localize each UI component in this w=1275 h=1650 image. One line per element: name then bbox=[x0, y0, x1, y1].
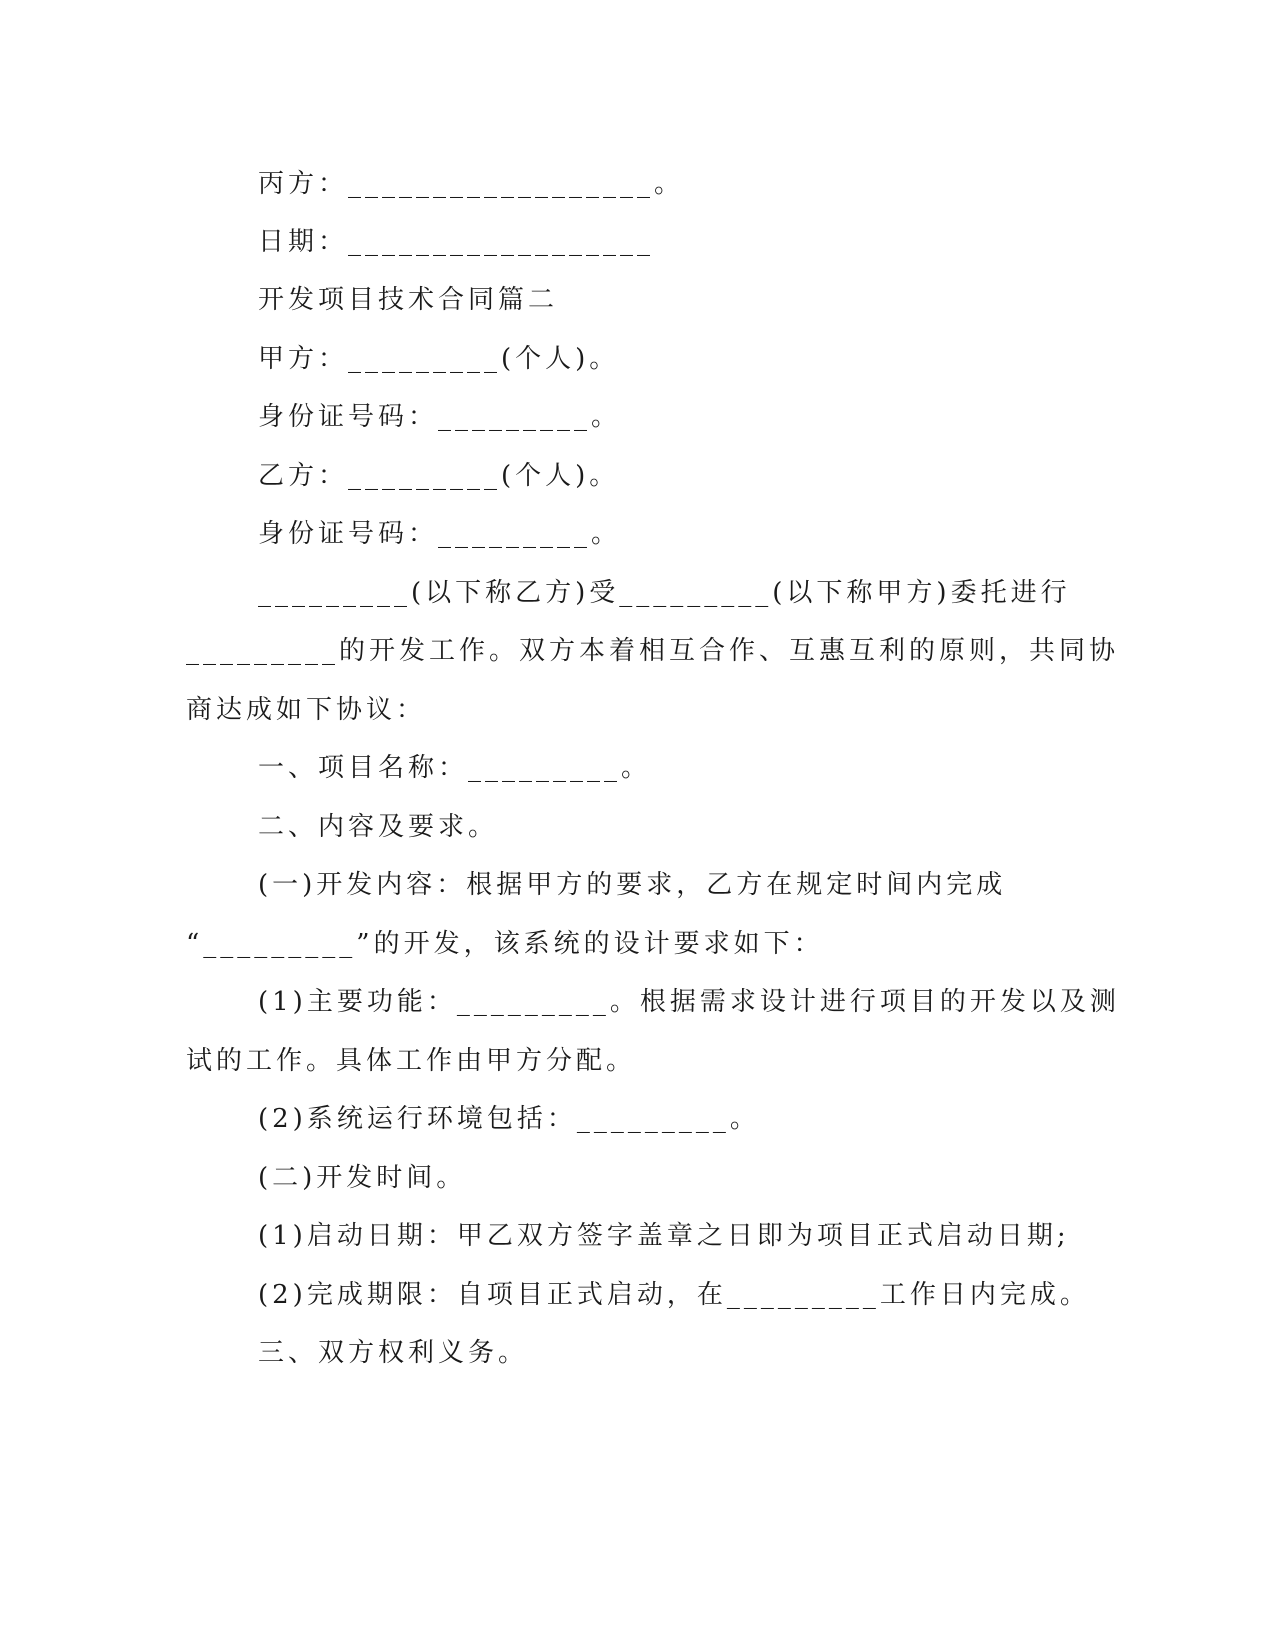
date-line: 日期：__________________ bbox=[258, 227, 655, 257]
party-b-id-line: 身份证号码：_________。 bbox=[258, 519, 622, 549]
clause-heading: (二)开发时间。 bbox=[258, 1163, 467, 1193]
clause-heading: 三、双方权利义务。 bbox=[258, 1338, 529, 1368]
clause-heading: 二、内容及要求。 bbox=[258, 812, 499, 842]
party-a-id-line: 身份证号码：_________。 bbox=[258, 402, 622, 432]
paragraph-line: _________(以下称乙方)受_________(以下称甲方)委托进行 bbox=[258, 578, 1071, 608]
section-title: 开发项目技术合同篇二 bbox=[258, 285, 559, 315]
paragraph-line: (一)开发内容：根据甲方的要求，乙方在规定时间内完成 bbox=[258, 870, 1007, 900]
party-a-line: 甲方：_________(个人)。 bbox=[258, 344, 620, 374]
paragraph-line: “_________”的开发，该系统的设计要求如下： bbox=[186, 929, 824, 959]
paragraph-line: (1)启动日期：甲乙双方签字盖章之日即为项目正式启动日期; bbox=[258, 1221, 1070, 1251]
paragraph-line: (2)完成期限：自项目正式启动，在_________工作日内完成。 bbox=[258, 1280, 1090, 1310]
party-c-line: 丙方：__________________。 bbox=[258, 169, 685, 199]
party-b-line: 乙方：_________(个人)。 bbox=[258, 461, 620, 491]
paragraph-line: 试的工作。具体工作由甲方分配。 bbox=[186, 1046, 637, 1076]
clause-heading: 一、项目名称：_________。 bbox=[258, 753, 652, 783]
paragraph-line: (2)系统运行环境包括：_________。 bbox=[258, 1104, 760, 1134]
paragraph-line: 商达成如下协议： bbox=[186, 695, 427, 725]
paragraph-line: _________的开发工作。双方本着相互合作、互惠互利的原则，共同协 bbox=[186, 636, 1120, 666]
paragraph-line: (1)主要功能：_________。根据需求设计进行项目的开发以及测 bbox=[258, 987, 1120, 1017]
